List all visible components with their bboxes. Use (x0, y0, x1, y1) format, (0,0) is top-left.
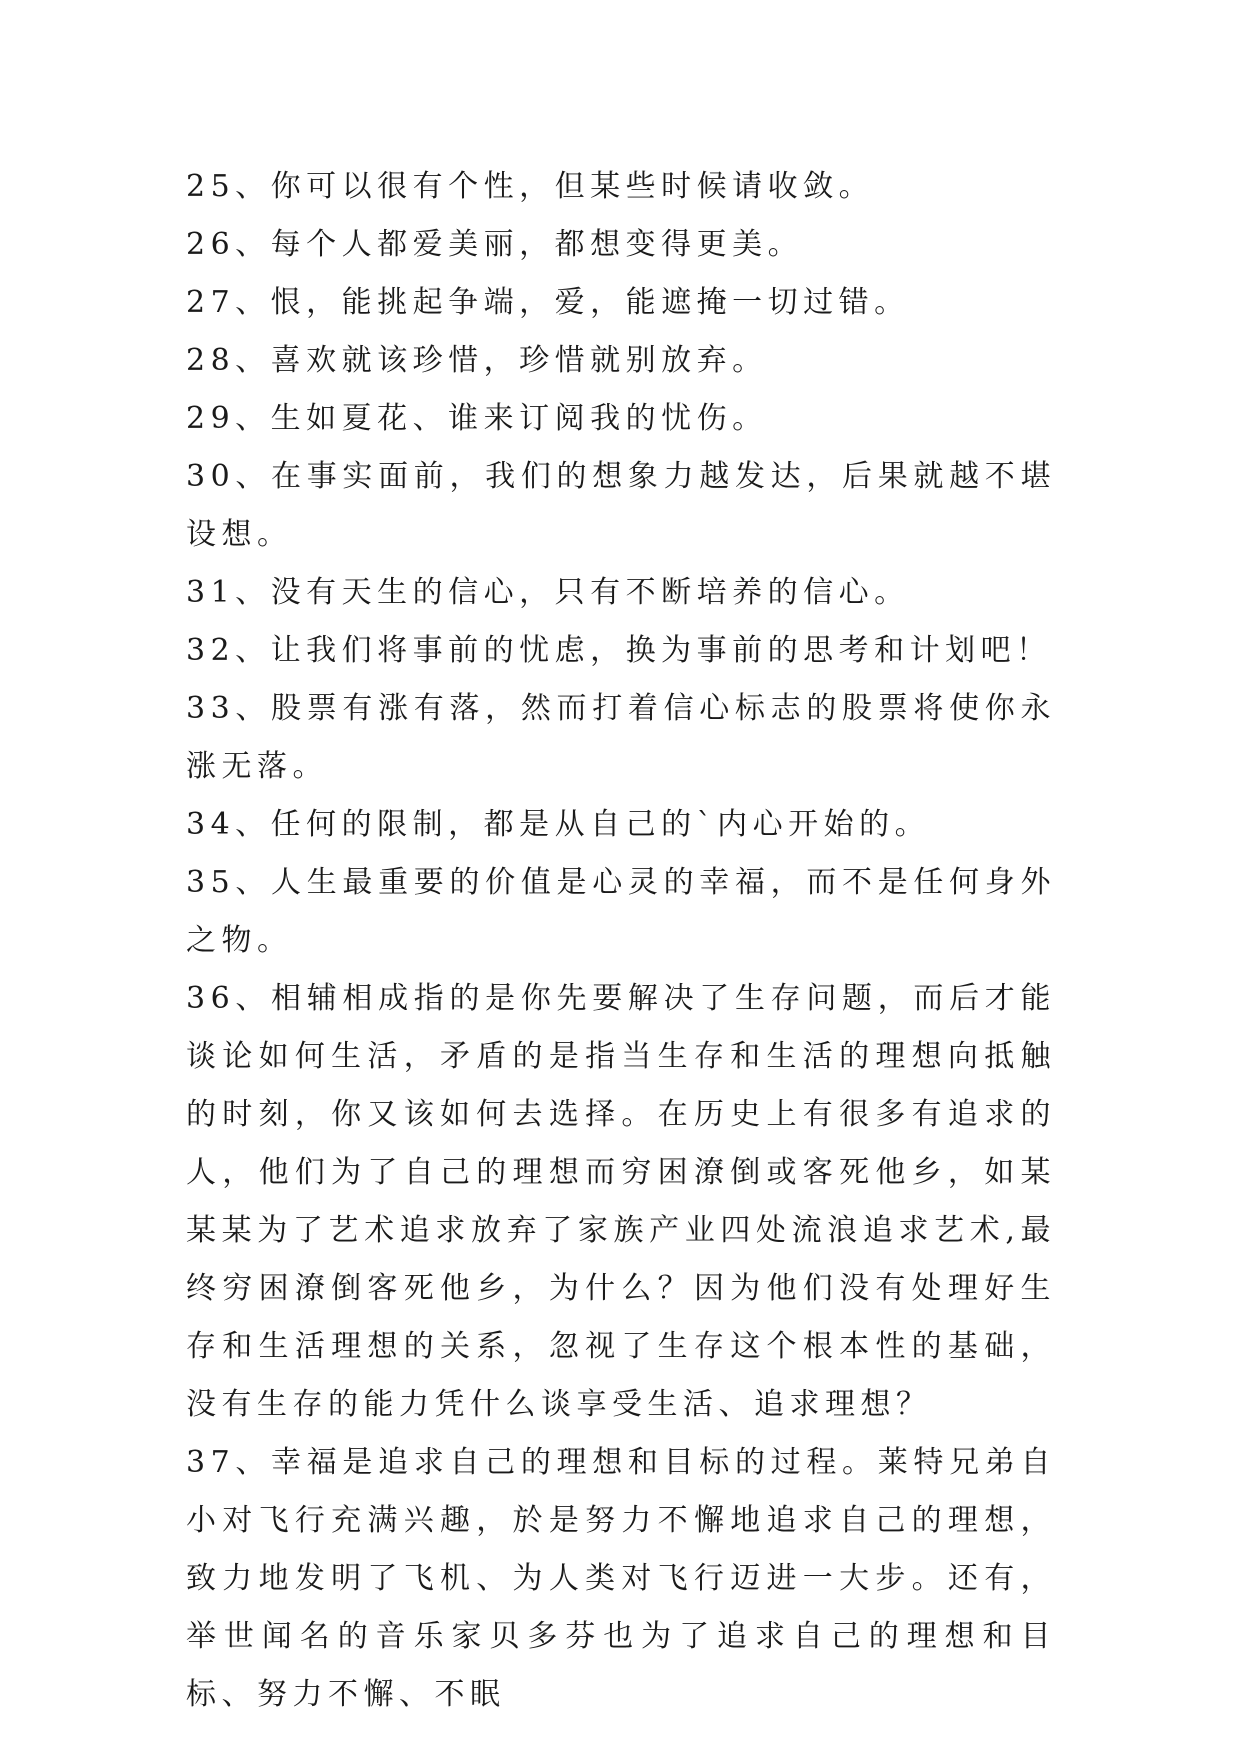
paragraph-37: 37、幸福是追求自己的理想和目标的过程。莱特兄弟自小对飞行充满兴趣，於是努力不懈地追求自己的理想，致力地发明了飞机、为人类对飞行迈进一大步。还有，举世闻名的音乐家贝多芬也为了追求自己的理想和目标、努力不懈、不眠 (186, 1445, 1056, 1712)
paragraph-31: 31、没有天生的信心，只有不断培养的信心。 (186, 575, 910, 610)
paragraph-30: 30、在事实面前，我们的想象力越发达，后果就越不堪设想。 (186, 459, 1056, 552)
paragraph-33: 33、股票有涨有落，然而打着信心标志的股票将使你永涨无落。 (186, 691, 1056, 784)
paragraph-34: 34、任何的限制，都是从自己的`内心开始的。 (186, 807, 931, 842)
paragraph-35: 35、人生最重要的价值是心灵的幸福，而不是任何身外之物。 (186, 865, 1056, 958)
document-body (186, 158, 1056, 1724)
paragraph-29: 29、生如夏花、谁来订阅我的忧伤。 (186, 401, 768, 436)
paragraph-27: 27、恨，能挑起争端，爱，能遮掩一切过错。 (186, 285, 910, 320)
paragraph-28: 28、喜欢就该珍惜，珍惜就别放弃。 (186, 343, 768, 378)
paragraph-25: 25、你可以很有个性，但某些时候请收敛。 (186, 169, 875, 204)
paragraph-36: 36、相辅相成指的是你先要解决了生存问题，而后才能谈论如何生活，矛盾的是指当生存和生活的理想向抵触的时刻，你又该如何去选择。在历史上有很多有追求的人，他们为了自己的理想而穷困潦倒或客死他乡，如某某某为了艺术追求放弃了家族产业四处流浪追求艺术,最终穷困潦倒客死他乡，为什么？因为他们没有处理好生存和生活理想的关系，忽视了生存这个根本性的基础，没有生存的能力凭什么谈享受生活、追求理想？ (186, 981, 1056, 1422)
paragraph-32: 32、让我们将事前的忧虑，换为事前的思考和计划吧！ (186, 633, 1052, 668)
paragraph-26: 26、每个人都爱美丽，都想变得更美。 (186, 227, 804, 262)
